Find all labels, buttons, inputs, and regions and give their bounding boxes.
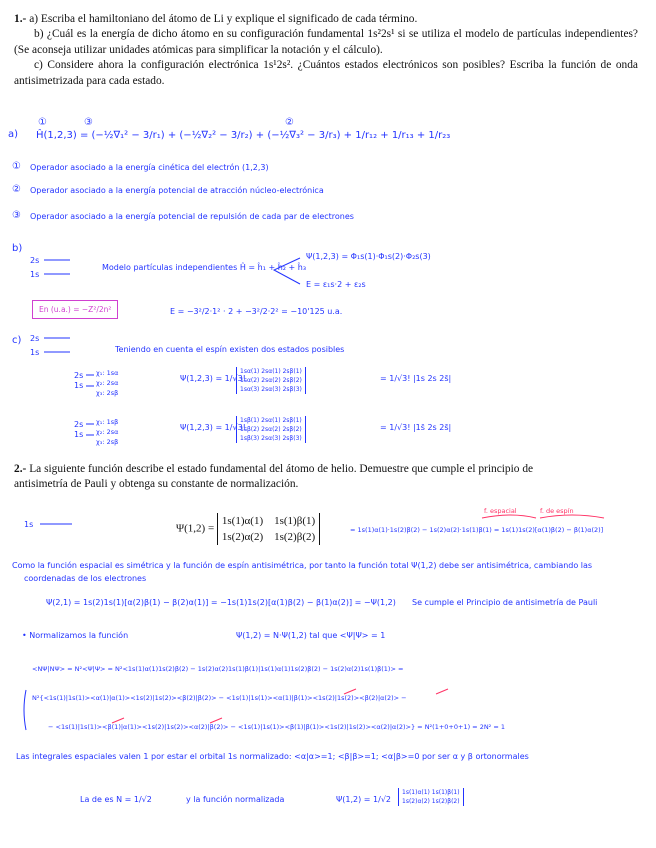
q2-norm-line-1: <NΨ|NΨ> = N²<Ψ|Ψ> = N²<1s(1)α(1)1s(2)β(2) − 1s(2)α(2)1s(1)β(1)|1s(1)α(1)1s(2)β(2) − 1s(2)α(2)1s(1)β(1)> = (32, 665, 404, 673)
circle-2-marker: ② (285, 117, 294, 128)
det1-row-2: 1sα(2) 2sα(2) 2sβ(2) (240, 377, 302, 384)
c-state1-psi: Ψ(1,2,3) = 1/√3! (180, 374, 246, 383)
matrix-cell-21: 1s(2)α(2) (221, 531, 264, 543)
q2-explanation-1: Como la función espacial es simétrica y la función de espín antisimétrica, por tanto la función total Ψ(1,2) debe ser antisimétrica, cambiando las (12, 561, 593, 570)
q2-expansion: = 1s(1)α(1)·1s(2)β(2) − 1s(2)α(2)·1s(1)β(1) = 1s(1)1s(2)[α(1)β(2) − β(1)α(2)] (350, 526, 604, 534)
q2-integrals-note: Las integrales espaciales valen 1 por estar el orbital 1s normalizado: <α|α>=1; <β|β>=1; <α|β>=0 por ser α y β ortonormales (16, 752, 529, 761)
question-1c-text: c) Considere ahora la configuración electrónica 1s¹2s². ¿Cuántos estados electrónicos son posibles? Escriba la función de onda antisimetrizada para cada estado. (14, 59, 638, 87)
term-3-description: Operador asociado a la energía potencial de repulsión de cada par de electrones (30, 212, 354, 221)
question-2-text: La siguiente función describe el estado fundamental del átomo de helio. Demuestre que cumple el principio de antisimetría de Pauli y obtenga su constante de normalización. (14, 463, 534, 491)
det1-row-1: 1sα(1) 2sα(1) 2sβ(1) (240, 368, 302, 375)
b-energy-result: E = −3²/2·1² · 2 + −3²/2·2² = −10'125 u.a. (170, 307, 343, 316)
b-level-2s: 2s (30, 256, 40, 265)
cancel-mark-4 (210, 718, 222, 723)
question-1a-text: a) Escriba el hamiltoniano del átomo de Li y explique el significado de cada término. (29, 13, 418, 25)
q2-norm-line-3: − <1s(1)|1s(1)><β(1)|α(1)><1s(2)|1s(2)><α(2)|β(2)> − <1s(1)|1s(1)><β(1)|β(1)><1s(2)|1s(2)><α(2)|α(2)>} = N²(1+0+0+1) = 2N² = 1 (48, 723, 506, 731)
spin-function-label: f. de espín (540, 507, 574, 515)
norm-det-row-1: 1s(1)α(1) 1s(1)β(1) (402, 789, 460, 796)
spatial-bracket (482, 515, 536, 518)
b-model-text: Modelo partículas independientes Ĥ = ĥ₁ + ĥ₂ + ĥ₃ (102, 263, 307, 272)
c-level-2s: 2s (30, 334, 40, 343)
spinorbital-1: χ₁: 1sα (96, 369, 119, 377)
c-state2-levels: 2s 1s (74, 420, 84, 439)
question-1-number: 1.- (14, 13, 27, 25)
q2-normalize-condition: Ψ(1,2) = N·Ψ(1,2) tal que <Ψ|Ψ> = 1 (236, 631, 386, 640)
q2-level-1s: 1s (24, 520, 34, 529)
spinorbital-2: χ₂: 2sα (96, 428, 119, 436)
energy-formula-box: En (u.a.) = −Z²/2n² (32, 300, 118, 319)
matrix-cell-22: 1s(2)β(2) (274, 531, 316, 543)
norm-det-row-2: 1s(2)α(2) 1s(2)β(2) (402, 798, 460, 805)
q2-normalized-psi: Ψ(1,2) = 1/√2 (336, 795, 392, 804)
norm-brace (24, 690, 26, 730)
matrix-cell-11: 1s(1)α(1) (221, 515, 264, 527)
spinorbital-3: χ₃: 2sβ (96, 389, 119, 397)
det1-row-3: 1sα(3) 2sα(3) 2sβ(3) (240, 386, 302, 393)
term-2-number: ② (12, 184, 21, 195)
question-2-number: 2.- (14, 463, 27, 475)
c-state1-levels: 2s 1s (74, 371, 84, 390)
term-3-number: ③ (12, 210, 21, 221)
det2-row-1: 1sβ(1) 2sα(1) 2sβ(1) (240, 417, 302, 424)
term-1-description: Operador asociado a la energía cinética del electrón (1,2,3) (30, 163, 269, 172)
b-level-1s: 1s (30, 270, 40, 279)
q2-normalize-heading: • Normalizamos la función (22, 631, 129, 640)
q2-norm-line-2: N²{<1s(1)|1s(1)><α(1)|α(1)><1s(2)|1s(2)><β(2)|β(2)> − <1s(1)|1s(1)><α(1)|β(1)><1s(2)|1s(2)><β(2)|α(2)> − (32, 694, 407, 702)
c-state2-short: = 1/√3! |1s̄ 2s 2s̄| (380, 423, 452, 432)
b-brace (274, 258, 300, 284)
spinorbital-3: χ₃: 2sβ (96, 438, 119, 446)
c-states-text: Teniendo en cuenta el espín existen dos estados posibles (115, 345, 345, 354)
question-1b-text: b) ¿Cuál es la energía de dicho átomo en su configuración fundamental 1s²2s¹ si se utiliza el modelo de partículas independientes? (Se aconseja utilizar unidades atómicas para simplificar la notación y el cálculo). (14, 28, 638, 56)
spinorbital-2: χ₂: 2sα (96, 379, 119, 387)
det2-row-3: 1sβ(3) 2sα(3) 2sβ(3) (240, 435, 302, 442)
spin-bracket (540, 515, 604, 518)
q2-explanation-2: coordenadas de los electrones (24, 574, 147, 583)
cancel-mark-1 (344, 689, 356, 694)
matrix-cell-12: 1s(1)β(1) (274, 515, 316, 527)
det2-row-2: 1sβ(2) 2sα(2) 2sβ(2) (240, 426, 302, 433)
spatial-function-label: f. espacial (484, 507, 517, 515)
cancel-mark-3 (112, 718, 124, 723)
c-state1-short: = 1/√3! |1s 2s 2s̄| (380, 374, 452, 383)
hamiltonian-expression: Ĥ(1,2,3) = (−½∇₁² − 3/r₁) + (−½∇₂² − 3/r₂) + (−½∇₃² − 3/r₃) + 1/r₁₂ + 1/r₁₃ + 1/r₂₃ (36, 130, 451, 141)
psi-lhs: Ψ(1,2) = (176, 522, 215, 535)
cancel-mark-2 (436, 689, 448, 694)
answer-c-label: c) (12, 335, 22, 346)
b-energy-sum: E = ε₁s·2 + ε₂s (306, 280, 366, 289)
q2-normalization-constant: La de es N = 1/√2 (80, 795, 152, 804)
circle-1-marker: ① (38, 117, 47, 128)
term-2-description: Operador asociado a la energía potencial de atracción núcleo-electrónica (30, 186, 324, 195)
answer-a-label: a) (8, 129, 19, 140)
spinorbital-1: χ₁: 1sβ (96, 418, 119, 426)
b-wavefunction: Ψ(1,2,3) = Φ₁s(1)·Φ₁s(2)·Φ₂s(3) (306, 252, 431, 261)
q2-normalized-label: y la función normalizada (186, 795, 285, 804)
q2-swap-equation: Ψ(2,1) = 1s(2)1s(1)[α(2)β(1) − β(2)α(1)] = −1s(1)1s(2)[α(1)β(2) − β(1)α(2)] = −Ψ(1,2) (46, 598, 396, 607)
answer-b-label: b) (12, 243, 23, 254)
circle-3-marker: ③ (84, 117, 93, 128)
q2-pauli-conclusion: Se cumple el Principio de antisimetría de Pauli (412, 598, 598, 607)
term-1-number: ① (12, 161, 21, 172)
c-state2-psi: Ψ(1,2,3) = 1/√3! (180, 423, 246, 432)
c-level-1s: 1s (30, 348, 40, 357)
